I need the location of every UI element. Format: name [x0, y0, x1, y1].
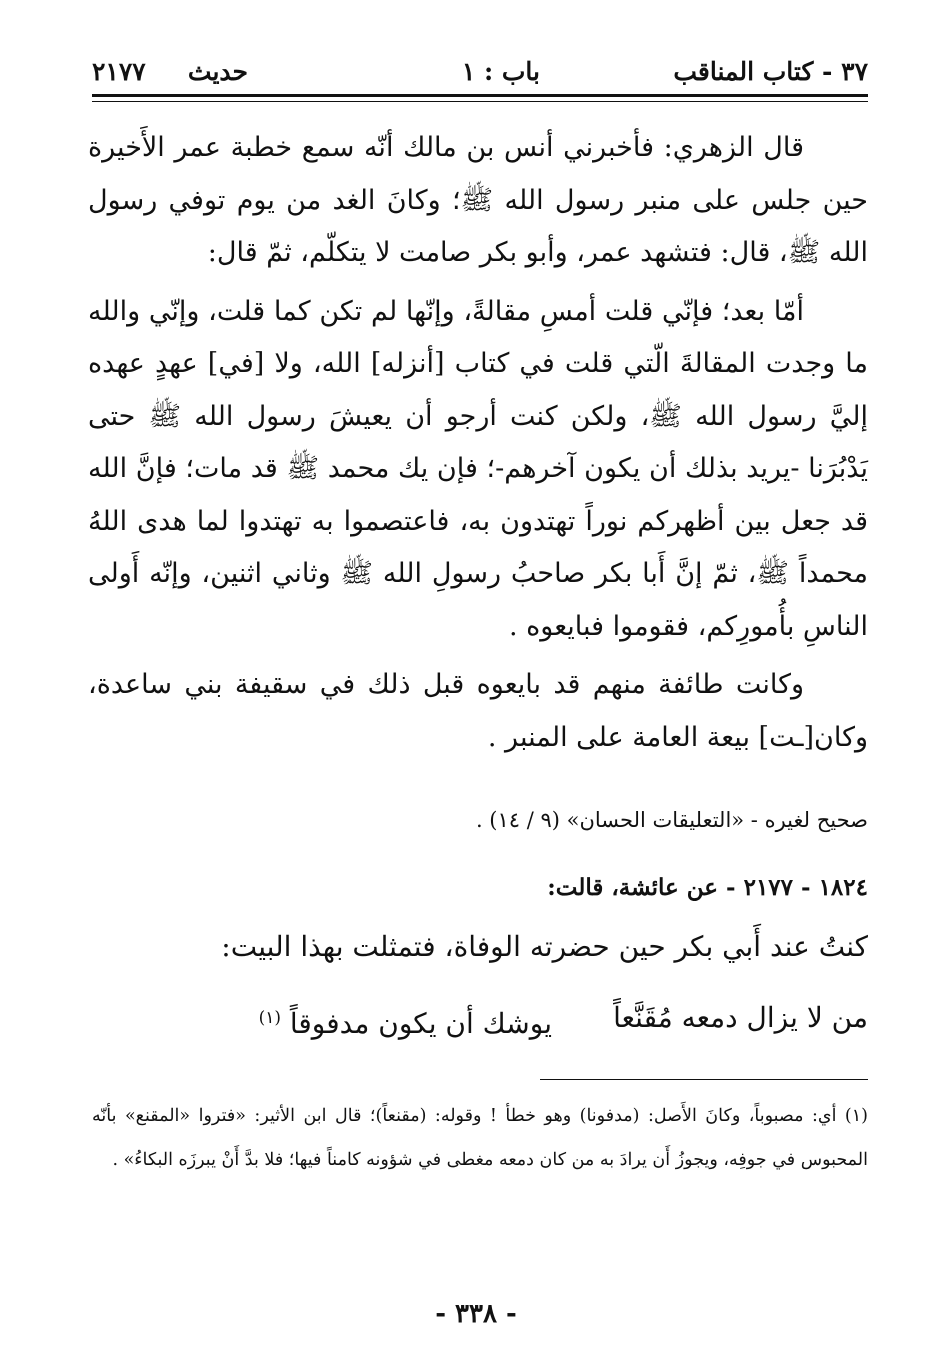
- header-rule-thick: [92, 94, 868, 97]
- footnote-separator: [540, 1079, 868, 1080]
- running-header: [92, 52, 868, 92]
- hadith-number-heading: ١٨٢٤ - ٢١٧٧ - عن عائشة، قالت:: [547, 874, 868, 901]
- verse-second-text: يوشك أن يكون مدفوقاً: [289, 1007, 552, 1040]
- main-text: [88, 122, 868, 764]
- header-hadith-number: ٢١٧٧: [92, 57, 146, 86]
- header-book-title: ٣٧ - كتاب المناقب: [673, 57, 868, 86]
- paragraph-saqifa: وكانت طائفة منهم قد بايعوه قبل ذلك في سقيفة بني ساعدة، وكان[ـت] بيعة العامة على المنبر .: [88, 669, 868, 753]
- paragraph-zuhri: قال الزهري: فأخبرني أنس بن مالك أنّه سمع خطبة عمر الأَخيرة حين جلس على منبر رسول الله ﷺ؛ وكانَ الغد من يوم توفي رسول الله ﷺ، قال: فتشهد عمر، وأبو بكر صامت لا يتكلّم، ثمّ قال:: [88, 132, 868, 268]
- header-rule-thin: [92, 101, 868, 102]
- hadith-text: كنتُ عند أَبي بكر حين حضرته الوفاة، فتمثلت بهذا البيت:: [221, 930, 868, 963]
- verse-first-hemistich: من لا يزال دمعه مُقَنَّعاً: [613, 1001, 868, 1034]
- footnote-reference: (١): [258, 1008, 281, 1028]
- page-number: - ٣٣٨ -: [435, 1299, 517, 1329]
- footnote-1: (١) أي: مصبوباً، وكانَ الأَصل: (مدفونا) وهو خطأ ! وقوله: (مقنعاً)؛ قال ابن الأثير: «فتروا «المقنع» بأنّه المحبوس في جوفِه، ويجوزُ أَن يرادَ به من كان دمعه مغطى في شؤونه كامناً فيها؛ فلا بدَّ أَنْ يبرزَه البكاءُ» .: [92, 1106, 868, 1170]
- header-chapter: باب : ١: [461, 57, 540, 86]
- header-hadith-label: حديث: [187, 57, 248, 86]
- paragraph-umar-speech: أمّا بعد؛ فإنّي قلت أمسِ مقالةً، وإنّها لم تكن كما قلت، وإنّي والله ما وجدت المقالةَ الّتي قلت في كتاب [أنزله] الله، ولا [في] عهدٍ عهده إليَّ رسول الله ﷺ، ولكن كنت أرجو أن يعيشَ رسول الله ﷺ حتى يَدْبُرَنا -يريد بذلك أن يكون آخرهم-؛ فإن يك محمد ﷺ قد مات؛ فإنَّ الله قد جعل بين أظهركم نوراً تهتدون به، فاعتصموا به تهتدوا لما هدى اللهُ محمداً ﷺ، ثمّ إنَّ أَبا بكر صاحبُ رسولِ الله ﷺ وثاني اثنين، وإنّه أَولى الناسِ بأُمورِكم، فقوموا فبايعوه .: [88, 295, 868, 642]
- hadith-grading: صحيح لغيره - «التعليقات الحسان» (٩ / ١٤) .: [475, 808, 868, 832]
- footnotes: [92, 1094, 868, 1182]
- verse-second-hemistich: [259, 990, 552, 1052]
